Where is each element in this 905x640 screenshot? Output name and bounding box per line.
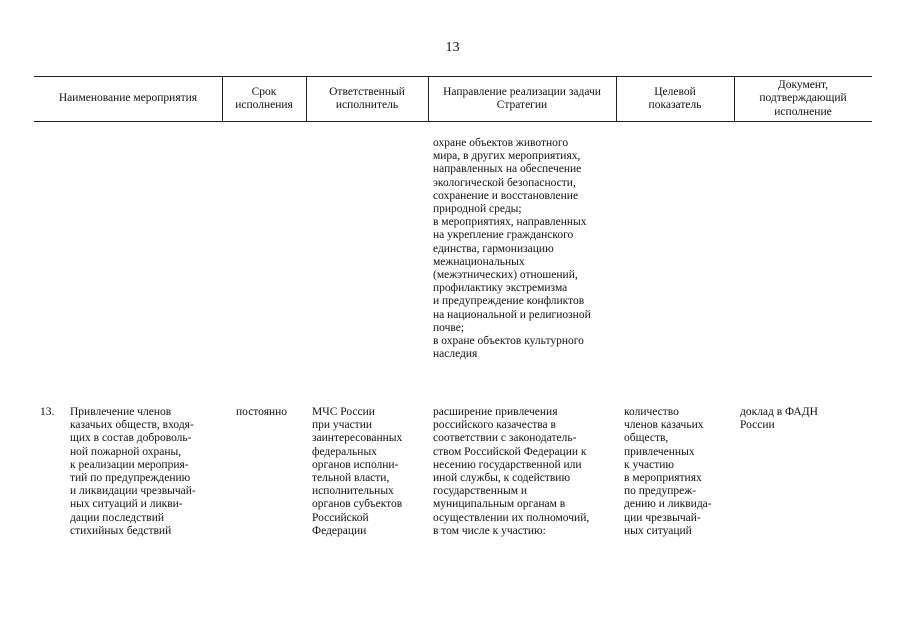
header-document <box>734 77 872 121</box>
direction-continuation-text: охране объектов животного мира, в других мероприятиях, направленных на обеспечение экологической безопасности, сохранение и восстановление природной среды; в мероприятиях, направленных на укрепление гражданского единства, гармонизацию межнациональных (межэтнических) отношений, профилактику экстремизма и предупреждение конфликтов на национальной и религиозной почве; в охране объектов культурного наследия <box>433 137 591 361</box>
header-responsible <box>306 77 428 121</box>
row-direction: расширение привлечения российского казачества в соответствии с законодатель- ством Российской Федерации к несению государственной или иной службы, к содействию государственным и муниципальным органам в осуществлении их полномочий, в том числе к участию: <box>433 406 590 537</box>
table-header-bottom-rule <box>34 121 872 122</box>
row-deadline: постоянно <box>236 406 288 418</box>
row-indicator: количество членов казачьих обществ, привлеченных к участию в мероприятиях по предупреж- дению и ликвида- ции чрезвычай- ных ситуаций <box>624 406 712 537</box>
header-direction-label: Направление реализации задачи Стратегии <box>443 85 601 111</box>
header-document-label: Документ, подтверждающий исполнение <box>759 78 847 118</box>
header-event-name-label: Наименование мероприятия <box>58 92 198 105</box>
row-responsible: МЧС России при участии заинтересованных федеральных органов исполни- тельной власти, исполнительных органов субъектов Российской Федерации <box>312 406 403 537</box>
header-event-name <box>34 77 222 121</box>
header-indicator-label: Целевой показатель <box>648 85 702 111</box>
row-event-name: Привлечение членов казачьих обществ, входя- щих в состав доброволь- ной пожарной охраны, к реализации мероприя- тий по предупреждению и ликвидации чрезвычай- ных ситуаций и ликви- дации последствий стихийных бедствий <box>70 406 196 537</box>
header-deadline <box>222 77 306 121</box>
header-direction <box>428 77 616 121</box>
header-deadline-label: Срок исполнения <box>235 85 293 111</box>
header-indicator <box>616 77 734 121</box>
page-number: 13 <box>445 40 460 55</box>
row-number: 13. <box>40 406 55 418</box>
row-document: доклад в ФАДН России <box>740 406 818 432</box>
header-responsible-label: Ответственный исполнитель <box>329 85 405 111</box>
